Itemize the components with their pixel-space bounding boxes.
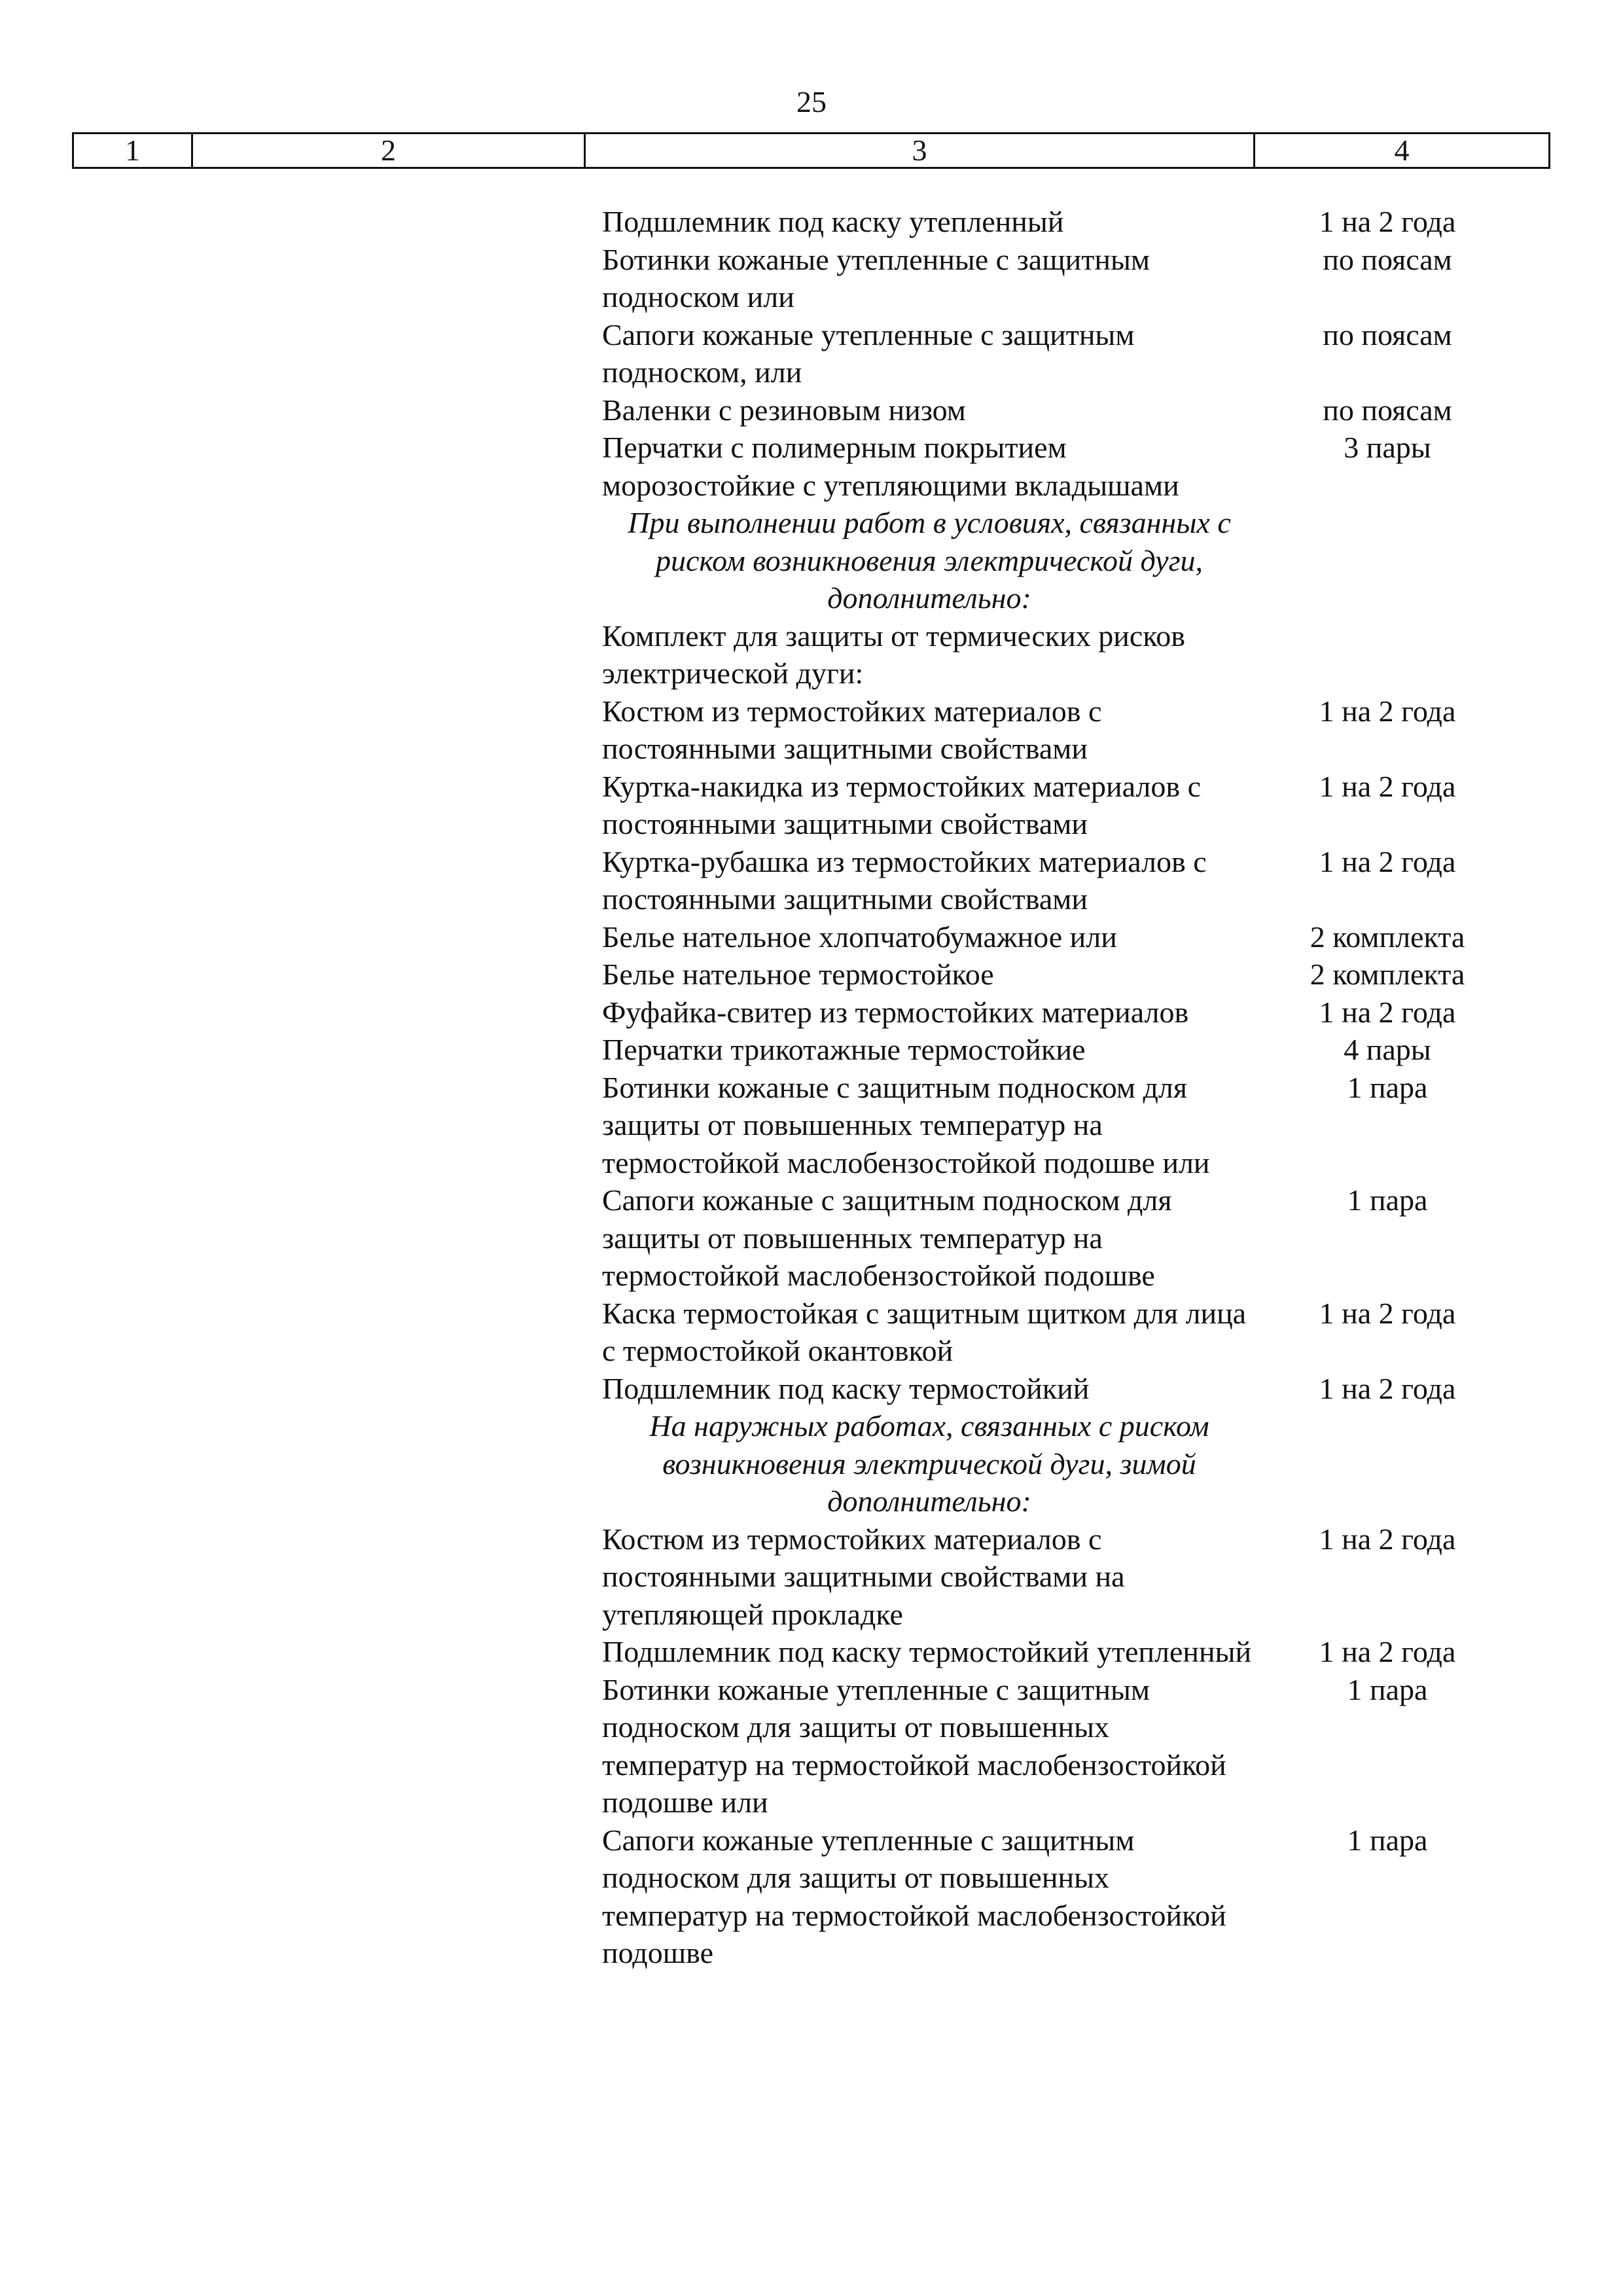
item-norm: 1 на 2 года <box>1319 844 1456 878</box>
item-name: Валенки с резиновым низом <box>602 393 966 427</box>
item-name: Белье нательное хлопчатобумажное или <box>602 920 1117 954</box>
list-item <box>602 316 1551 391</box>
item-name: Подшлемник под каску термостойкий <box>602 1371 1090 1405</box>
item-norm: 1 на 2 года <box>1319 1635 1456 1668</box>
item-norm: 1 на 2 года <box>1319 1371 1456 1405</box>
list-item <box>602 1821 1551 1972</box>
item-name: Костюм из термостойких материалов с постоянными защитными свойствами на утепляющей прокладке <box>602 1522 1125 1631</box>
item-name: Куртка-накидка из термостойких материалов с постоянными защитными свойствами <box>602 769 1202 840</box>
list-item <box>602 203 1551 241</box>
item-name: Сапоги кожаные утепленные с защитным подноском, или <box>602 317 1135 389</box>
page-number: 25 <box>796 85 827 118</box>
item-norm: 2 комплекта <box>1310 920 1465 954</box>
list-item <box>602 918 1551 956</box>
ppe-list <box>602 203 1551 1972</box>
item-name: Ботинки кожаные утепленные с защитным подноском для защиты от повышенных температур на термостойкой маслобензостойкой подошве или <box>602 1672 1226 1819</box>
list-item <box>602 1069 1551 1182</box>
item-norm: 1 пара <box>1347 1672 1428 1706</box>
item-norm: 1 на 2 года <box>1319 1296 1456 1330</box>
column-number-4: 4 <box>1255 134 1550 168</box>
item-norm: 4 пары <box>1344 1033 1431 1066</box>
item-name: Подшлемник под каску термостойкий утепленный <box>602 1635 1252 1668</box>
list-item <box>602 843 1551 918</box>
list-item <box>602 956 1551 994</box>
item-name: Перчатки трикотажные термостойкие <box>602 1033 1086 1066</box>
item-name: Сапоги кожаные с защитным подноском для защиты от повышенных температур на термостойкой маслобензостойкой подошве <box>602 1183 1172 1292</box>
item-name: Ботинки кожаные утепленные с защитным подноском или <box>602 242 1150 314</box>
item-norm <box>1257 617 1518 692</box>
list-item <box>602 1671 1551 1821</box>
item-name: Сапоги кожаные утепленные с защитным подноском для защиты от повышенных температур на термостойкой маслобензостойкой подошве <box>602 1823 1226 1969</box>
item-name: Белье нательное термостойкое <box>602 958 994 991</box>
item-norm: 1 на 2 года <box>1319 694 1456 728</box>
item-name: Каска термостойкая с защитным щитком для лица с термостойкой окантовкой <box>602 1296 1247 1367</box>
item-norm: по поясам <box>1323 317 1452 351</box>
column-number-1: 1 <box>73 134 192 168</box>
list-item <box>602 429 1551 504</box>
item-norm: 2 комплекта <box>1310 958 1465 991</box>
section-subheading-winter: На наружных работах, связанных с риском возникновения электрической дуги, зимой дополнительно: <box>649 1409 1209 1518</box>
item-name: Ботинки кожаные с защитным подноском для защиты от повышенных температур на термостойкой маслобензостойкой подошве или <box>602 1070 1210 1179</box>
column-header-table <box>72 132 1550 169</box>
list-item <box>602 617 1551 692</box>
list-item <box>602 1370 1551 1408</box>
section-subheading-arc: При выполнении работ в условиях, связанных с риском возникновения электрической дуги, дополнительно: <box>628 506 1231 615</box>
list-item <box>602 692 1551 768</box>
item-name: Комплект для защиты от термических рисков электрической дуги: <box>602 619 1186 690</box>
column-number-2: 2 <box>192 134 585 168</box>
item-norm: 1 на 2 года <box>1319 1522 1456 1556</box>
list-item <box>602 1295 1551 1370</box>
list-item <box>602 768 1551 843</box>
item-norm: по поясам <box>1323 393 1452 427</box>
item-norm: 3 пары <box>1344 431 1431 464</box>
item-norm: 1 пара <box>1347 1070 1428 1104</box>
item-norm: 1 пара <box>1347 1823 1428 1857</box>
list-item <box>602 1520 1551 1634</box>
item-norm: 1 на 2 года <box>1319 995 1456 1029</box>
item-norm: 1 на 2 года <box>1319 769 1456 803</box>
list-item <box>602 1633 1551 1671</box>
item-norm: 1 пара <box>1347 1183 1428 1217</box>
column-header-row <box>73 134 1550 168</box>
item-name: Фуфайка-свитер из термостойких материалов <box>602 995 1189 1029</box>
item-norm: 1 на 2 года <box>1319 205 1456 238</box>
list-item <box>602 1031 1551 1069</box>
item-name: Костюм из термостойких материалов с постоянными защитными свойствами <box>602 694 1102 765</box>
list-item <box>602 391 1551 429</box>
item-name: Перчатки с полимерным покрытием морозостойкие с утепляющими вкладышами <box>602 431 1179 502</box>
list-item <box>602 1181 1551 1295</box>
item-name: Куртка-рубашка из термостойких материалов с постоянными защитными свойствами <box>602 844 1207 916</box>
item-norm: по поясам <box>1323 242 1452 276</box>
list-item <box>602 241 1551 316</box>
list-item <box>602 994 1551 1031</box>
item-name: Подшлемник под каску утепленный <box>602 205 1064 238</box>
column-number-3: 3 <box>585 134 1255 168</box>
